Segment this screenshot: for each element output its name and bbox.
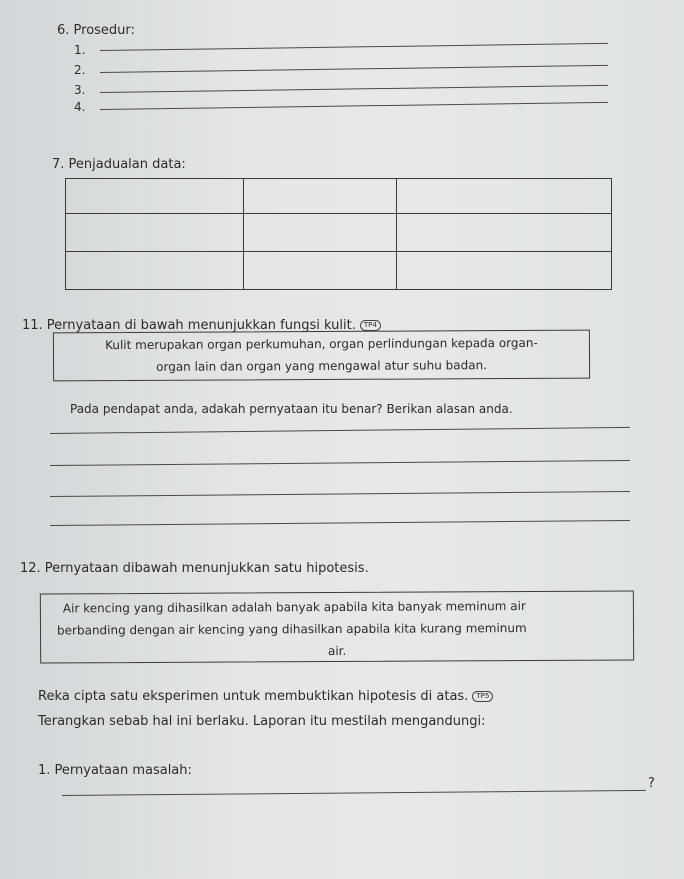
q12-instruction-line-1: [38, 689, 493, 704]
table-row: [66, 252, 612, 290]
table-cell[interactable]: [244, 252, 397, 290]
table-row: [66, 214, 612, 252]
q11-statement-line-2: organ lain dan organ yang mengawal atur suhu badan.: [156, 358, 488, 374]
table-row: [66, 179, 612, 214]
q11-answer-line-2[interactable]: [50, 460, 630, 466]
q11-question: Pada pendapat anda, adakah pernyataan itu benar? Berikan alasan anda.: [70, 402, 513, 416]
q12-item-1-suffix: ?: [648, 776, 655, 791]
table-cell[interactable]: [244, 179, 397, 214]
q6-step-2-label: 2.: [74, 63, 86, 77]
q11-statement-box: [53, 330, 590, 382]
q11-heading-text: 11. Pernyataan di bawah menunjukkan fungsi kulit.: [22, 318, 356, 333]
q11-answer-line-1[interactable]: [50, 427, 630, 434]
q6-step-2-answer-line[interactable]: [100, 65, 608, 73]
q12-hypothesis-line-1: Air kencing yang dihasilkan adalah banyak apabila kita banyak meminum air: [62, 599, 526, 616]
q6-step-3-label: 3.: [74, 83, 86, 97]
q12-hypothesis-line-2: berbanding dengan air kencing yang dihasilkan apabila kita kurang meminum: [56, 621, 527, 638]
table-cell[interactable]: [66, 252, 244, 290]
q11-answer-line-3[interactable]: [50, 491, 630, 497]
q12-instruction-line-2: Terangkan sebab hal ini berlaku. Laporan itu mestilah mengandungi:: [38, 714, 486, 729]
q12-hypothesis-line-3: air.: [327, 643, 347, 659]
table-cell[interactable]: [66, 179, 244, 214]
q6-step-4-label: 4.: [74, 100, 86, 114]
q11-answer-line-4[interactable]: [50, 520, 630, 526]
data-table: [65, 178, 612, 290]
q12-heading: 12. Pernyataan dibawah menunjukkan satu hipotesis.: [20, 561, 369, 576]
q12-hypothesis-box: [40, 590, 634, 663]
tp5-badge: TP5: [472, 691, 493, 702]
q6-step-1-label: 1.: [74, 43, 86, 57]
table-cell[interactable]: [397, 214, 612, 252]
q12-item-1-label: 1. Pernyataan masalah:: [38, 763, 192, 778]
q12-instruction-text: Reka cipta satu eksperimen untuk membuktikan hipotesis di atas.: [38, 689, 469, 704]
q6-step-3-answer-line[interactable]: [100, 85, 608, 93]
table-cell[interactable]: [397, 179, 612, 214]
q7-heading: 7. Penjadualan data:: [52, 157, 186, 172]
q6-heading: 6. Prosedur:: [57, 23, 135, 38]
table-cell[interactable]: [244, 214, 397, 252]
q6-step-1-answer-line[interactable]: [100, 43, 608, 51]
table-cell[interactable]: [66, 214, 244, 252]
q12-item-1-answer-line[interactable]: [62, 790, 646, 796]
table-cell[interactable]: [397, 252, 612, 290]
tp4-badge: TP4: [360, 320, 381, 331]
q11-statement-line-1: Kulit merupakan organ perkumuhan, organ perlindungan kepada organ-: [105, 335, 538, 353]
q6-step-4-answer-line[interactable]: [100, 102, 608, 110]
